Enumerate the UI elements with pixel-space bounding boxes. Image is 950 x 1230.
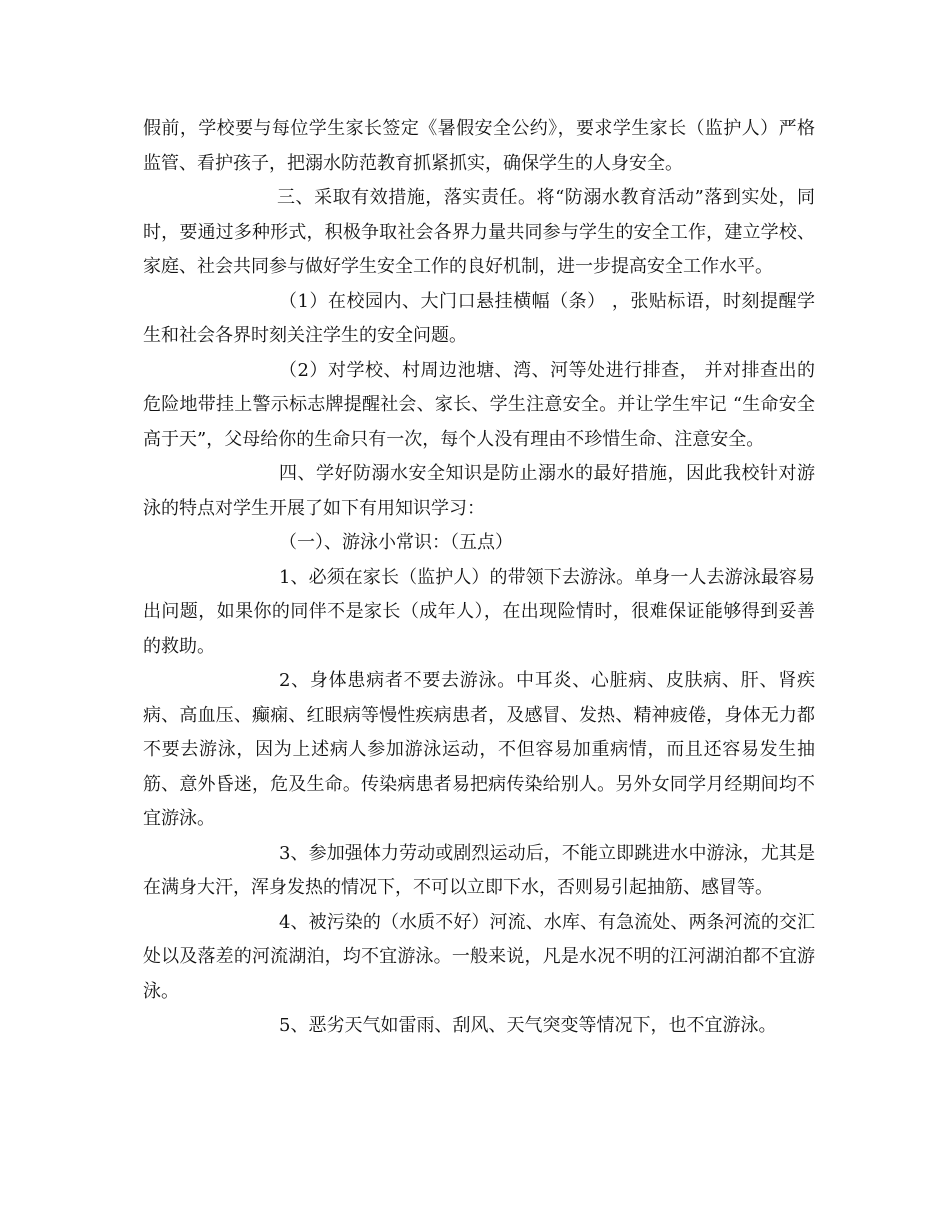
paragraph-tip-3: 3、参加强体力劳动或剧烈运动后，不能立即跳进水中游泳，尤其是在满身大汗，浑身发热的情况下，不可以立即下水，否则易引起抽筋、感冒等。: [143, 842, 815, 898]
document-body: [143, 112, 815, 1044]
paragraph-section-three: 三、采取有效措施，落实责任。将“防溺水教育活动”落到实处，同时，要通过多种形式，积极争取社会各界力量共同参与学生的安全工作，建立学校、家庭、社会共同参与做好学生安全工作的良好机制，进一步提高安全工作水平。: [143, 187, 815, 277]
paragraph-summer-safety-pact: 假前，学校要与每位学生家长签定《暑假安全公约》，要求学生家长（监护人）严格监管、看护孩子，把溺水防范教育抓紧抓实，确保学生的人身安全。: [143, 118, 815, 174]
paragraph-tip-4: 4、被污染的（水质不好）河流、水库、有急流处、两条河流的交汇处以及落差的河流湖泊，均不宜游泳。一般来说，凡是水况不明的江河湖泊都不宜游泳。: [143, 911, 815, 1002]
paragraph-tip-5: 5、恶劣天气如雷雨、刮风、天气突变等情况下，也不宜游泳。: [279, 1015, 777, 1036]
paragraph-tip-1: 1、必须在家长（监护人）的带领下去游泳。单身一人去游泳最容易出问题，如果你的同伴不是家长（成年人），在出现险情时，很难保证能够得到妥善的救助。: [143, 566, 815, 657]
paragraph-item-2-inspection: （2）对学校、村周边池塘、湾、河等处进行排查， 并对排查出的危险地带挂上警示标志牌提醒社会、家长、学生注意安全。并让学生牢记 “生命安全高于天”，父母给你的生命只有一次，每个人没有理由不珍惜生命、注意安全。: [143, 359, 815, 450]
paragraph-subheading-swimming-tips: （一）、游泳小常识：（五点）: [279, 532, 513, 553]
paragraph-tip-2: 2、身体患病者不要去游泳。中耳炎、心脏病、皮肤病、肝、肾疾病、高血压、癫痫、红眼病等慢性疾病患者，及感冒、发热、精神疲倦，身体无力都不要去游泳，因为上述病人参加游泳运动，不但容易加重病情，而且还容易发生抽筋、意外昏迷，危及生命。传染病患者易把病传染给别人。另外女同学月经期间均不宜游泳。: [143, 670, 815, 829]
paragraph-item-1-banners: （1）在校园内、大门口悬挂横幅（条） ，张贴标语，时刻提醒学生和社会各界时刻关注学生的安全问题。: [143, 290, 815, 346]
paragraph-section-four: 四、学好防溺水安全知识是防止溺水的最好措施，因此我校针对游泳的特点对学生开展了如下有用知识学习：: [143, 463, 815, 519]
